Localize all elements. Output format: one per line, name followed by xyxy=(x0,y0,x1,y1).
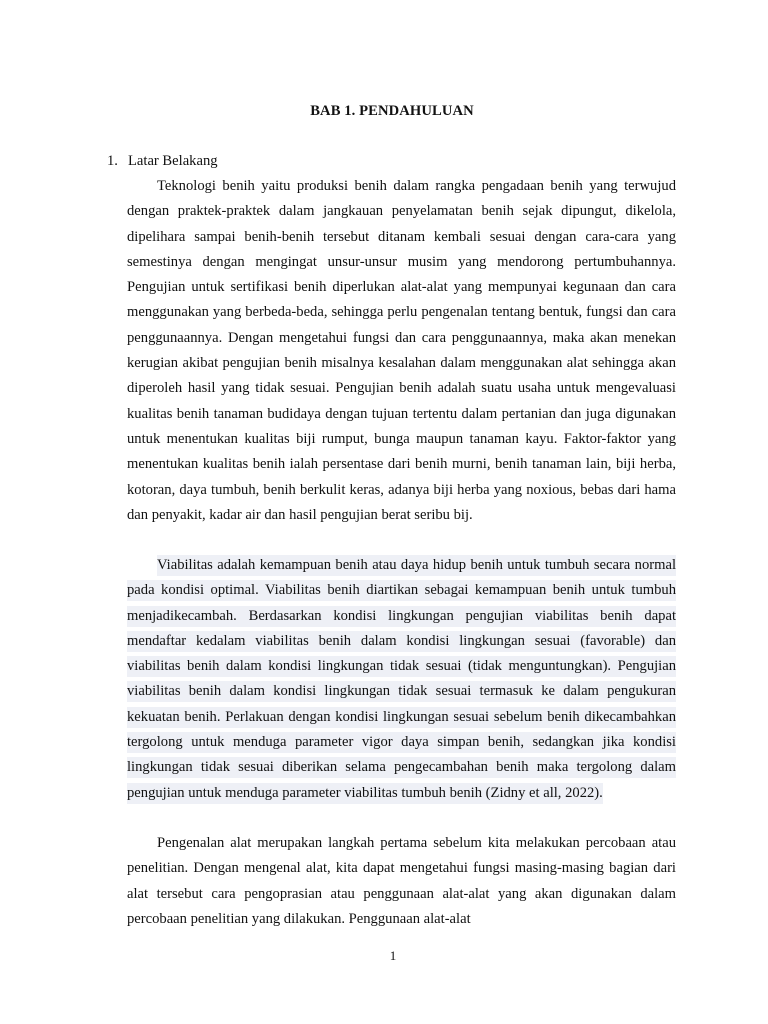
highlighted-text: Viabilitas adalah kemampuan benih atau daya hidup benih untuk tumbuh secara normal pada kondisi optimal. Viabilitas benih diartikan sebagai kemampuan benih untuk tumbuh menjadikecambah. Berdasarkan kondisi lingkungan pengujian viabilitas benih dapat mendaftar kedalam viabilitas benih dalam kondisi lingkungan sesuai (favorable) dan viabilitas benih dalam kondisi lingkungan tidak sesuai (tidak menguntungkan). Pengujian viabilitas benih dalam kondisi lingkungan tidak sesuai termasuk ke dalam pengukuran kekuatan benih. Perlakuan dengan kondisi lingkungan sesuai sebelum benih dikecambahkan tergolong untuk menduga parameter vigor daya simpan benih, sedangkan jika kondisi lingkungan tidak sesuai diberikan selama pengecambahan benih maka tergolong dalam pengujian untuk menduga parameter viabilitas tumbuh benih (Zidny et all, 2022). xyxy=(127,555,676,804)
page-number: 1 xyxy=(389,948,397,963)
section-number: 1. xyxy=(107,153,118,169)
paragraph-pengenalan-alat: Pengenalan alat merupakan langkah pertama sebelum kita melakukan percobaan atau penelitian. Dengan mengenal alat, kita dapat mengetahui fungsi masing-masing bagian dari alat tersebut cara pengoprasian atau penggunaan alat-alat yang akan digunakan dalam percobaan penelitian yang dilakukan. Penggunaan alat-alat xyxy=(127,835,676,927)
section-heading xyxy=(107,151,218,171)
section-heading-text: Latar Belakang xyxy=(128,153,218,169)
paragraph-teknologi-benih: Teknologi benih yaitu produksi benih dalam rangka pengadaan benih yang terwujud dengan praktek-praktek dalam jangkauan penyelamatan benih sejak dipungut, dikelola, dipelihara sampai benih-benih tersebut ditanam kembali sesuai dengan cara-cara yang semestinya dengan mengingat unsur-unsur musim yang mendorong pertumbuhannya. Pengujian untuk sertifikasi benih diperlukan alat-alat yang mempunyai kegunaan dan cara menggunakan yang berbeda-beda, sehingga perlu pengenalan tentang bentuk, fungsi dan cara penggunaannya. Dengan mengetahui fungsi dan cara penggunaannya, maka akan menekan kerugian akibat pengujian benih misalnya kesalahan dalam menggunakan alat sehingga akan diperoleh hasil yang tidak sesuai. Pengujian benih adalah suatu usaha untuk mengevaluasi kualitas benih tanaman budidaya dengan tujuan tertentu dalam pertanian dan juga digunakan untuk menentukan kualitas biji rumput, bunga maupun tanaman kayu. Faktor-faktor yang menentukan kualitas benih ialah persentase dari benih murni, benih tanaman lain, biji herba, kotoran, daya tumbuh, benih berkulit keras, adanya biji herba yang noxious, bebas dari hama dan penyakit, kadar air dan hasil pengujian berat seribu bij. xyxy=(127,178,676,523)
paragraph-viabilitas xyxy=(127,553,676,806)
chapter-title: BAB 1. PENDAHULUAN xyxy=(310,103,474,119)
